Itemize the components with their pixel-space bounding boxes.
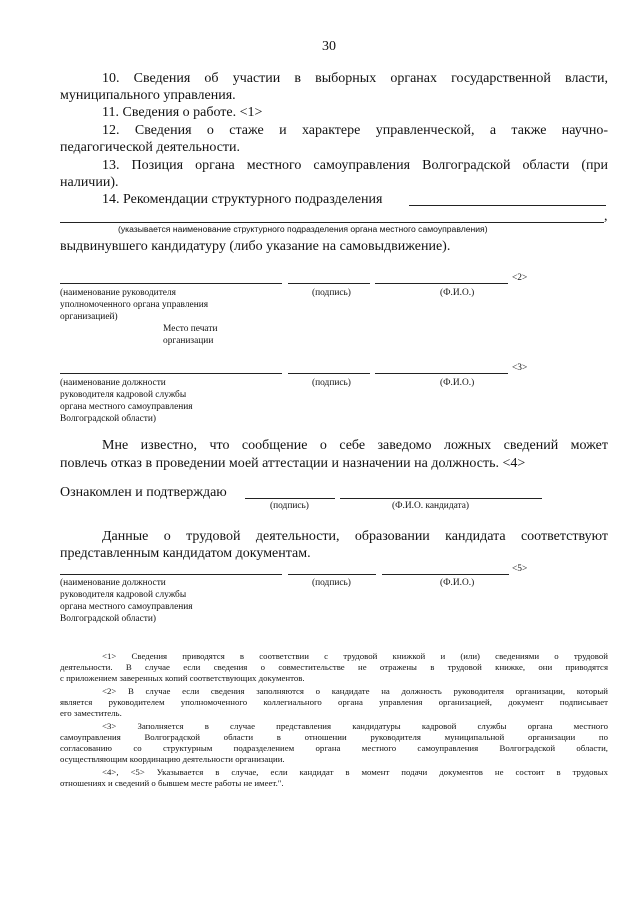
sig3-name-label-2: руководителя кадровой службы — [60, 590, 187, 600]
item-12-line2: педагогической деятельности. — [60, 140, 241, 155]
item-13-line1: 13. Позиция органа местного самоуправления Волгоградской области (при — [102, 158, 608, 173]
item-10-line2: муниципального управления. — [60, 88, 236, 103]
sig3-sign-line — [288, 574, 376, 575]
item-12-line1: 12. Сведения о стаже и характере управленческой, а также научно- — [102, 123, 608, 138]
footnote-2-line2: является руководителем уполномоченного коллегиального органа управления организацией, документ подписывает — [60, 697, 608, 707]
sig1-fio-label: (Ф.И.О.) — [440, 288, 475, 298]
page-number: 30 — [322, 39, 336, 54]
sig2-fio-line — [375, 373, 508, 374]
sig2-name-line — [60, 373, 282, 374]
item-14-comma: , — [604, 209, 608, 224]
sig1-footnote-mark: <2> — [512, 273, 528, 283]
ack-text: Ознакомлен и подтверждаю — [60, 485, 227, 500]
sig2-sign-label: (подпись) — [312, 378, 351, 388]
footnote-4-5-line1: <4>, <5> Указывается в случае, если кандидат в момент подачи документов не состоит в трудовых — [102, 767, 608, 777]
statement-line1: Мне известно, что сообщение о себе заведомо ложных сведений может — [102, 438, 608, 453]
data-confirm-line2: представленным кандидатом документам. — [60, 546, 311, 561]
item-10-line1: 10. Сведения об участии в выборных органах государственной власти, — [102, 71, 608, 86]
item-14-tail: выдвинувшего кандидатуру (либо указание на самовыдвижение). — [60, 239, 451, 254]
footnote-3-line4: осуществляющим координацию деятельности организации. — [60, 754, 285, 764]
sig3-name-label-3: органа местного самоуправления — [60, 602, 193, 612]
ack-fio-label: (Ф.И.О. кандидата) — [392, 501, 470, 511]
sig1-name-label-3: организацией) — [60, 312, 118, 322]
footnote-3-line2: самоуправления Волгоградской области в отношении руководителя муниципальной организации по — [60, 732, 608, 742]
footnote-3-line3: согласованию со структурным подразделением органа местного самоуправления Волгоградской области, — [60, 743, 608, 753]
sig3-fio-label: (Ф.И.О.) — [440, 578, 475, 588]
sig2-fio-label: (Ф.И.О.) — [440, 378, 475, 388]
item-14-hint: (указывается наименование структурного подразделения органа местного самоуправления) — [118, 224, 488, 234]
sig3-name-label-4: Волгоградской области) — [60, 614, 157, 624]
sig3-name-label-1: (наименование должности — [60, 578, 166, 588]
sig2-footnote-mark: <3> — [512, 363, 528, 373]
footnote-3-line1: <3> Заполняется в случае представления кандидатуры кадровой службы органа местного — [102, 721, 608, 731]
stamp-place-label-1: Место печати — [163, 324, 218, 334]
footnote-2-line1: <2> В случае если сведения заполняются о кандидате на должность руководителя организации, который — [102, 686, 608, 696]
sig2-sign-line — [288, 373, 370, 374]
footnote-1-line3: с приложением заверенных копий соответствующих документов. — [60, 673, 305, 683]
sig1-sign-label: (подпись) — [312, 288, 351, 298]
stamp-place-label-2: организации — [163, 336, 214, 346]
statement-line2: повлечь отказ в проведении моей аттестации и назначении на должность. <4> — [60, 456, 526, 471]
ack-fio-line — [340, 498, 542, 499]
sig2-name-label-1: (наименование должности — [60, 378, 166, 388]
sig3-sign-label: (подпись) — [312, 578, 351, 588]
item-13-line2: наличии). — [60, 175, 119, 190]
ack-sign-label: (подпись) — [270, 501, 309, 511]
footnote-4-5-line2: отношениях и сведений о бывшем месте работы не имеет.". — [60, 778, 284, 788]
sig3-fio-line — [382, 574, 509, 575]
footnote-2-line3: его заместитель. — [60, 708, 122, 718]
sig2-name-label-4: Волгоградской области) — [60, 414, 157, 424]
data-confirm-line1: Данные о трудовой деятельности, образовании кандидата соответствуют — [102, 529, 608, 544]
item-14: 14. Рекомендации структурного подразделения — [102, 192, 383, 207]
item-14-blank-line — [409, 205, 606, 206]
sig1-fio-line — [375, 283, 508, 284]
sig2-name-label-2: руководителя кадровой службы — [60, 390, 187, 400]
sig3-footnote-mark: <5> — [512, 564, 528, 574]
footnote-1-line2: деятельности. В случае если сведения о совместительстве не отражены в трудовой книжке, они приводятся — [60, 662, 608, 672]
sig1-sign-line — [288, 283, 370, 284]
sig1-name-line — [60, 283, 282, 284]
item-11: 11. Сведения о работе. <1> — [102, 105, 263, 120]
ack-sign-line — [245, 498, 335, 499]
sig1-name-label-1: (наименование руководителя — [60, 288, 176, 298]
footnote-1-line1: <1> Сведения приводятся в соответствии с трудовой книжкой и (или) сведениями о трудовой — [102, 651, 608, 661]
sig1-name-label-2: уполномоченного органа управления — [60, 300, 209, 310]
sig2-name-label-3: органа местного самоуправления — [60, 402, 193, 412]
sig3-name-line — [60, 574, 282, 575]
